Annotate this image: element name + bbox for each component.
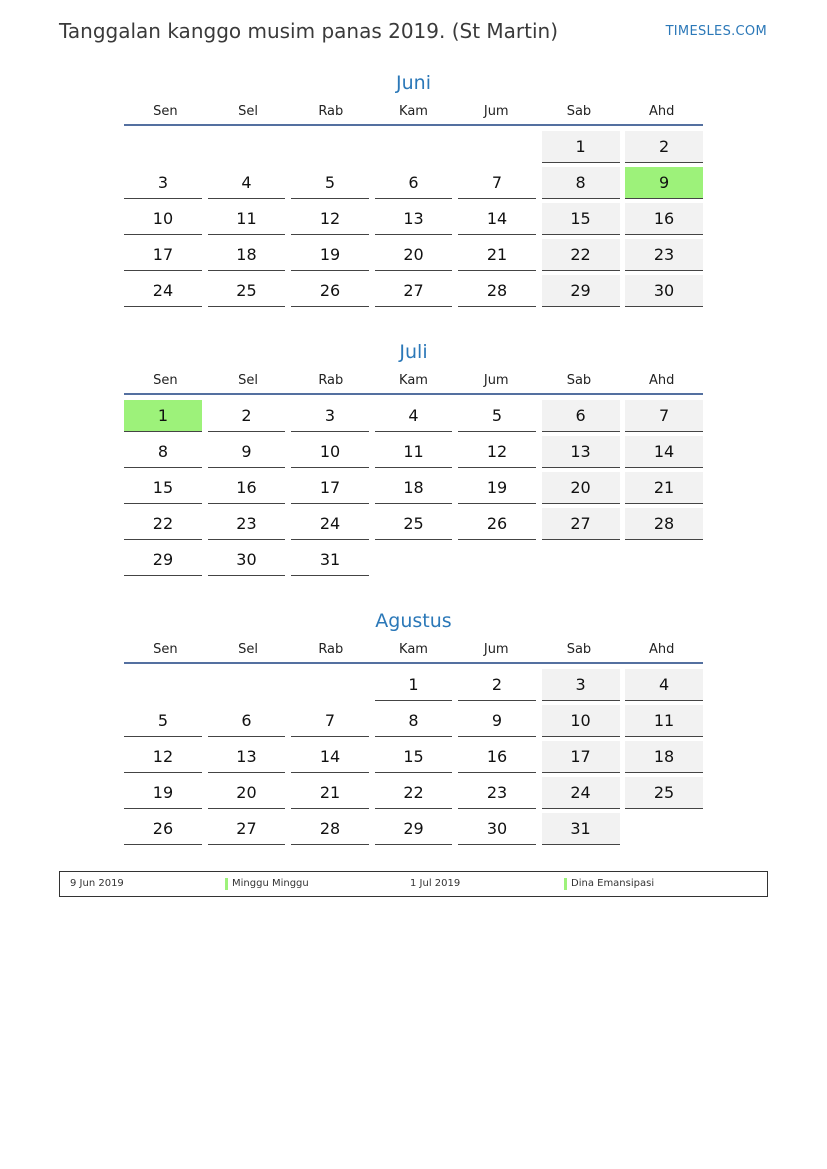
day-cell: 10 xyxy=(542,705,620,737)
empty-cell xyxy=(625,813,703,844)
day-cell: 12 xyxy=(124,741,202,773)
weekday-label: Kam xyxy=(399,642,428,657)
weekday-label: Sen xyxy=(153,373,178,388)
day-cell: 3 xyxy=(542,669,620,701)
day-cell: 25 xyxy=(375,508,453,540)
day-cell: 9 xyxy=(208,436,286,468)
day-cell: 2 xyxy=(625,131,703,163)
week-row xyxy=(124,275,703,311)
day-cell: 24 xyxy=(291,508,369,540)
day-cell: 14 xyxy=(625,436,703,468)
weekday-label: Sab xyxy=(566,373,592,388)
empty-cell xyxy=(458,544,536,575)
weekday-label: Jum xyxy=(483,642,509,657)
day-cell: 16 xyxy=(458,741,536,773)
day-cell: 29 xyxy=(542,275,620,307)
day-cell: 5 xyxy=(458,400,536,432)
empty-cell xyxy=(458,131,536,162)
empty-cell xyxy=(124,131,202,162)
week-row xyxy=(124,436,703,472)
day-cell: 4 xyxy=(625,669,703,701)
day-cell: 21 xyxy=(291,777,369,809)
week-row xyxy=(124,544,703,580)
day-cell: 19 xyxy=(458,472,536,504)
day-cell: 23 xyxy=(458,777,536,809)
month-title: Agustus xyxy=(375,610,452,632)
day-cell: 25 xyxy=(625,777,703,809)
month-title: Juni xyxy=(396,72,431,94)
day-cell: 6 xyxy=(375,167,453,199)
day-cell: 31 xyxy=(291,544,369,576)
day-cell: 13 xyxy=(208,741,286,773)
day-cell: 24 xyxy=(542,777,620,809)
day-cell: 26 xyxy=(124,813,202,845)
day-cell: 19 xyxy=(291,239,369,271)
day-cell: 30 xyxy=(625,275,703,307)
day-cell: 4 xyxy=(208,167,286,199)
day-cell: 20 xyxy=(542,472,620,504)
weekday-label: Ahd xyxy=(648,104,675,119)
empty-cell xyxy=(375,544,453,575)
day-cell: 29 xyxy=(124,544,202,576)
brand-link[interactable]: TIMESLES.COM xyxy=(665,24,767,39)
day-cell: 28 xyxy=(625,508,703,540)
day-cell: 5 xyxy=(291,167,369,199)
weekday-label: Sab xyxy=(566,104,592,119)
weekday-label: Jum xyxy=(483,373,509,388)
weekday-label: Ahd xyxy=(648,642,675,657)
day-cell: 16 xyxy=(208,472,286,504)
day-cell: 9 xyxy=(458,705,536,737)
legend-holiday-name: Dina Emansipasi xyxy=(571,878,655,889)
day-cell: 3 xyxy=(291,400,369,432)
weekday-label: Rab xyxy=(318,642,344,657)
weekday-label: Sel xyxy=(238,373,259,388)
week-row xyxy=(124,167,703,203)
day-cell: 18 xyxy=(208,239,286,271)
day-cell: 15 xyxy=(542,203,620,235)
day-cell: 14 xyxy=(458,203,536,235)
legend-date: 9 Jun 2019 xyxy=(70,878,124,889)
week-row xyxy=(124,669,703,705)
holiday-day-cell: 1 xyxy=(124,400,202,432)
month-agustus xyxy=(124,606,703,849)
day-cell: 31 xyxy=(542,813,620,845)
month-grid xyxy=(124,131,703,311)
empty-cell xyxy=(625,544,703,575)
day-cell: 18 xyxy=(625,741,703,773)
day-cell: 27 xyxy=(208,813,286,845)
week-row xyxy=(124,472,703,508)
day-cell: 14 xyxy=(291,741,369,773)
day-cell: 11 xyxy=(208,203,286,235)
day-cell: 20 xyxy=(208,777,286,809)
weekday-label: Sel xyxy=(238,104,259,119)
week-row xyxy=(124,508,703,544)
day-cell: 10 xyxy=(124,203,202,235)
day-cell: 28 xyxy=(291,813,369,845)
day-cell: 7 xyxy=(291,705,369,737)
weekday-label: Ahd xyxy=(648,373,675,388)
month-juni xyxy=(124,68,703,311)
day-cell: 11 xyxy=(375,436,453,468)
day-cell: 18 xyxy=(375,472,453,504)
day-cell: 17 xyxy=(124,239,202,271)
weekday-label: Jum xyxy=(483,104,509,119)
day-cell: 8 xyxy=(124,436,202,468)
day-cell: 15 xyxy=(375,741,453,773)
day-cell: 17 xyxy=(291,472,369,504)
weekday-label: Sab xyxy=(566,642,592,657)
day-cell: 8 xyxy=(542,167,620,199)
weekday-label: Kam xyxy=(399,373,428,388)
holiday-legend xyxy=(59,871,768,897)
day-cell: 29 xyxy=(375,813,453,845)
day-cell: 25 xyxy=(208,275,286,307)
empty-cell xyxy=(375,131,453,162)
month-juli xyxy=(124,337,703,580)
month-grid xyxy=(124,400,703,580)
day-cell: 23 xyxy=(625,239,703,271)
weekday-header xyxy=(124,369,703,395)
empty-cell xyxy=(208,131,286,162)
weekday-label: Kam xyxy=(399,104,428,119)
weekday-header xyxy=(124,100,703,126)
day-cell: 21 xyxy=(625,472,703,504)
month-title: Juli xyxy=(399,341,428,363)
weekday-label: Rab xyxy=(318,373,344,388)
day-cell: 7 xyxy=(625,400,703,432)
day-cell: 6 xyxy=(208,705,286,737)
day-cell: 30 xyxy=(208,544,286,576)
day-cell: 5 xyxy=(124,705,202,737)
week-row xyxy=(124,777,703,813)
day-cell: 12 xyxy=(291,203,369,235)
day-cell: 22 xyxy=(124,508,202,540)
day-cell: 6 xyxy=(542,400,620,432)
week-row xyxy=(124,239,703,275)
day-cell: 17 xyxy=(542,741,620,773)
week-row xyxy=(124,705,703,741)
month-grid xyxy=(124,669,703,849)
week-row xyxy=(124,813,703,849)
day-cell: 1 xyxy=(375,669,453,701)
holiday-marker xyxy=(564,878,567,890)
empty-cell xyxy=(542,544,620,575)
weekday-header xyxy=(124,638,703,664)
day-cell: 30 xyxy=(458,813,536,845)
day-cell: 7 xyxy=(458,167,536,199)
day-cell: 28 xyxy=(458,275,536,307)
holiday-day-cell: 9 xyxy=(625,167,703,199)
day-cell: 3 xyxy=(124,167,202,199)
empty-cell xyxy=(208,669,286,700)
day-cell: 8 xyxy=(375,705,453,737)
empty-cell xyxy=(291,131,369,162)
day-cell: 4 xyxy=(375,400,453,432)
week-row xyxy=(124,203,703,239)
empty-cell xyxy=(124,669,202,700)
weekday-label: Sen xyxy=(153,104,178,119)
legend-date: 1 Jul 2019 xyxy=(410,878,461,889)
empty-cell xyxy=(291,669,369,700)
weekday-label: Rab xyxy=(318,104,344,119)
day-cell: 12 xyxy=(458,436,536,468)
day-cell: 23 xyxy=(208,508,286,540)
day-cell: 26 xyxy=(291,275,369,307)
day-cell: 2 xyxy=(208,400,286,432)
day-cell: 26 xyxy=(458,508,536,540)
day-cell: 20 xyxy=(375,239,453,271)
day-cell: 21 xyxy=(458,239,536,271)
day-cell: 15 xyxy=(124,472,202,504)
day-cell: 10 xyxy=(291,436,369,468)
day-cell: 27 xyxy=(375,275,453,307)
week-row xyxy=(124,131,703,167)
week-row xyxy=(124,400,703,436)
weekday-label: Sen xyxy=(153,642,178,657)
day-cell: 11 xyxy=(625,705,703,737)
day-cell: 22 xyxy=(542,239,620,271)
page-title: Tanggalan kanggo musim panas 2019. (St Martin) xyxy=(59,19,559,43)
day-cell: 2 xyxy=(458,669,536,701)
day-cell: 27 xyxy=(542,508,620,540)
week-row xyxy=(124,741,703,777)
legend-holiday-name: Minggu Minggu xyxy=(232,878,309,889)
weekday-label: Sel xyxy=(238,642,259,657)
day-cell: 16 xyxy=(625,203,703,235)
holiday-marker xyxy=(225,878,228,890)
day-cell: 19 xyxy=(124,777,202,809)
day-cell: 13 xyxy=(542,436,620,468)
day-cell: 13 xyxy=(375,203,453,235)
day-cell: 1 xyxy=(542,131,620,163)
day-cell: 22 xyxy=(375,777,453,809)
day-cell: 24 xyxy=(124,275,202,307)
